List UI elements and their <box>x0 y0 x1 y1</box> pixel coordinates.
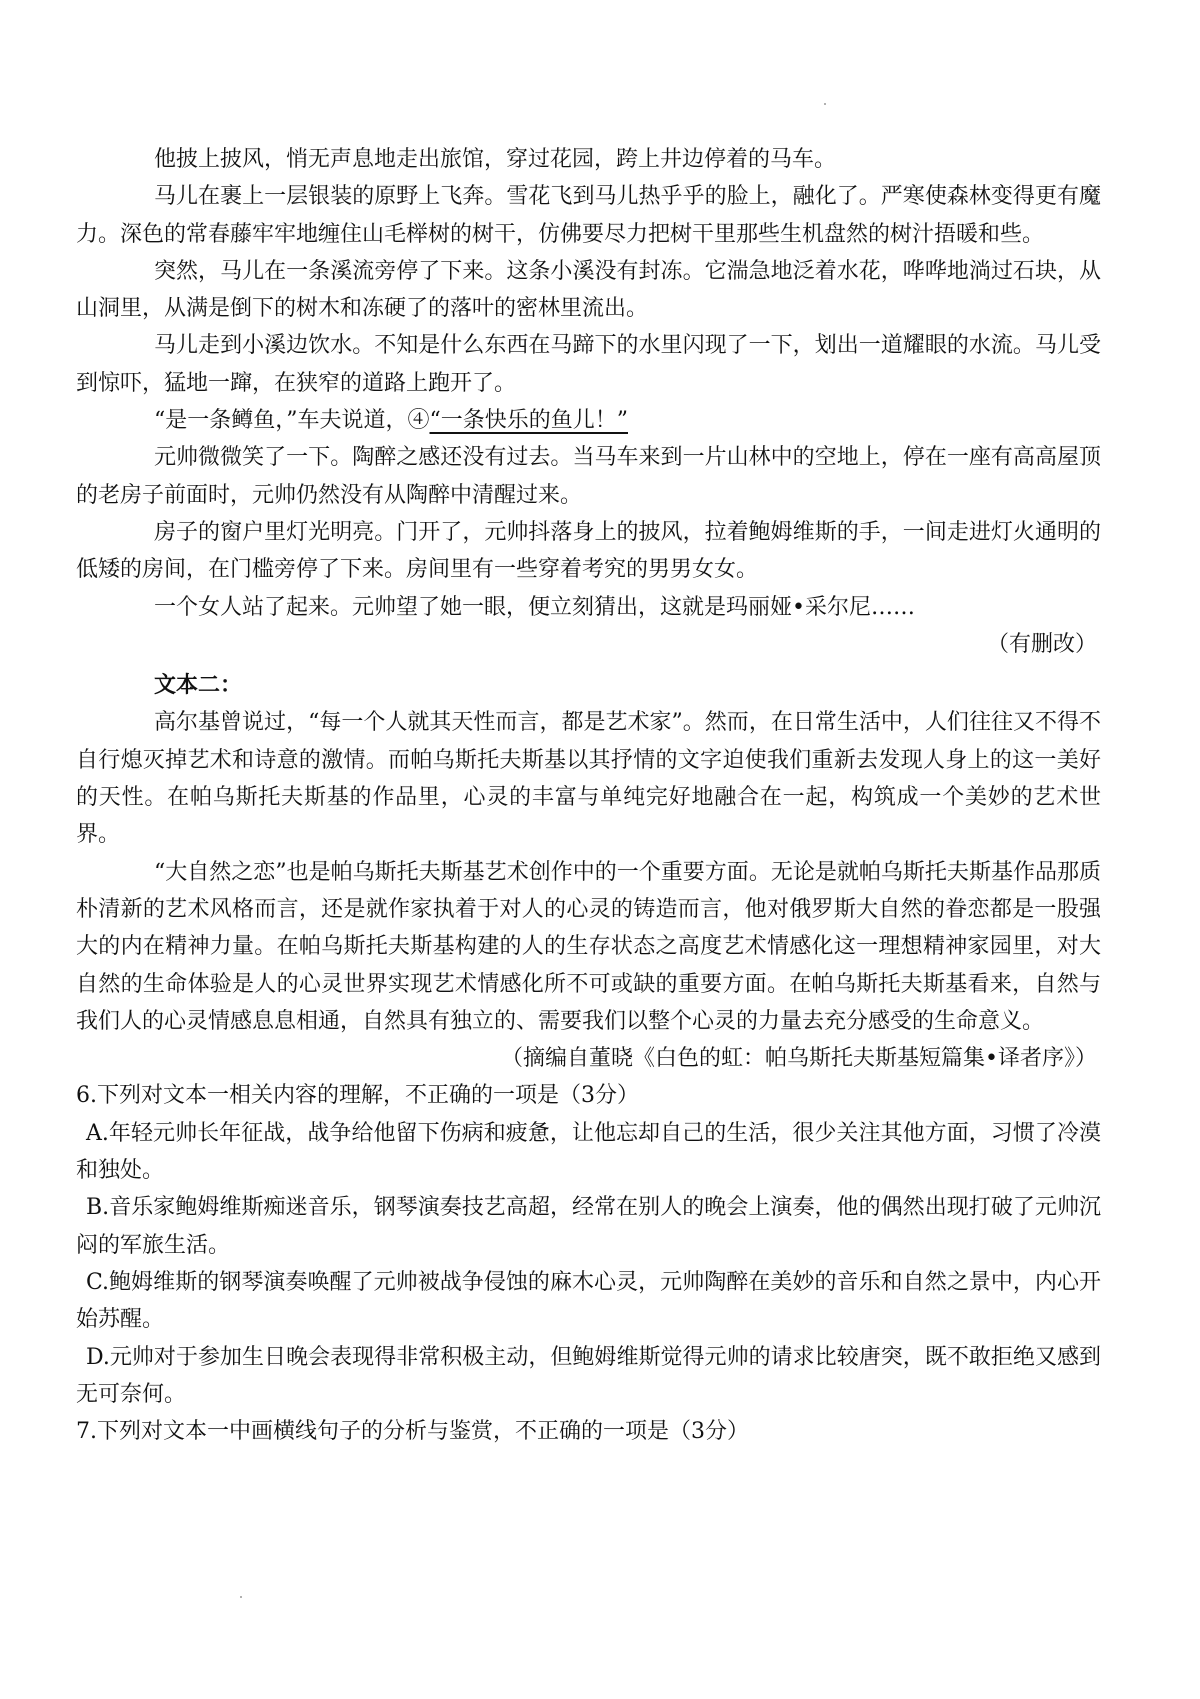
paragraph: 一个女人站了起来。元帅望了她一眼，便立刻猜出，这就是玛丽娅•采尔尼…… <box>154 594 915 620</box>
text-two <box>76 667 1101 1077</box>
option-b: B.音乐家鲍姆维斯痴迷音乐，钢琴演奏技艺高超，经常在别人的晚会上演奏，他的偶然出现打破了元帅沉闷的军旅生活。 <box>76 1195 1101 1258</box>
paragraph: 高尔基曾说过，“每一个人就其天性而言，都是艺术家”。然而，在日常生活中，人们往往又不得不自行熄灭掉艺术和诗意的激情。而帕乌斯托夫斯基以其抒情的文字迫使我们重新去发现人身上的这一美好的天性。在帕乌斯托夫斯基的作品里，心灵的丰富与单纯完好地融合在一起，构筑成一个美妙的艺术世界。 <box>76 710 1101 848</box>
paragraph: 突然，马儿在一条溪流旁停了下来。这条小溪没有封冻。它湍急地泛着水花，哗哗地淌过石块，从山洞里，从满是倒下的树木和冻硬了的落叶的密林里流出。 <box>76 258 1101 322</box>
option-a: A.年轻元帅长年征战，战争给他留下伤病和疲惫，让他忘却自己的生活，很少关注其他方面，习惯了冷漠和独处。 <box>76 1120 1101 1184</box>
paragraph: “大自然之恋”也是帕乌斯托夫斯基艺术创作中的一个重要方面。无论是就帕乌斯托夫斯基作品那质朴清新的艺术风格而言，还是就作家执着于对人的心灵的铸造而言，他对俄罗斯大自然的眷恋都是一股强大的内在精神力量。在帕乌斯托夫斯基构建的人的生存状态之高度艺术情感化这一理想精神家园里，对大自然的生命体验是人的心灵世界实现艺术情感化所不可或缺的重要方面。在帕乌斯托夫斯基看来，自然与我们人的心灵情感息息相通，自然具有独立的、需要我们以整个心灵的力量去充分感受的生命意义。 <box>76 859 1101 1034</box>
question-stem: 6.下列对文本一相关内容的理解，不正确的一项是（3分） <box>76 1083 639 1109</box>
page-content <box>76 141 1101 1450</box>
scan-speck <box>824 103 826 105</box>
paragraph: 他披上披风，悄无声息地走出旅馆，穿过花园，跨上井边停着的马车。 <box>154 147 837 172</box>
source-citation: （摘编自董晓《白色的虹：帕乌斯托夫斯基短篇集•译者序》） <box>501 1046 1097 1072</box>
option-d: D.元帅对于参加生日晚会表现得非常积极主动，但鲍姆维斯觉得元帅的请求比较唐突，既不敢拒绝又感到无可奈何。 <box>76 1344 1101 1407</box>
dialogue-text: “是一条鳟鱼，”车夫说道，④ <box>154 408 430 434</box>
paragraph: 马儿走到小溪边饮水。不知是什么东西在马蹄下的水里闪现了一下，划出一道耀眼的水流。马儿受到惊吓，猛地一蹿，在狭窄的道路上跑开了。 <box>76 333 1101 396</box>
paragraph: 马儿在裹上一层银装的原野上飞奔。雪花飞到马儿热乎乎的脸上，融化了。严寒使森林变得更有魔力。深色的常春藤牢牢地缠住山毛榉树的树干，仿佛要尽力把树干里那些生机盘然的树汁捂暖和些。 <box>76 184 1101 247</box>
paragraph: 元帅微微笑了一下。陶醉之感还没有过去。当马车来到一片山林中的空地上，停在一座有高高屋顶的老房子前面时，元帅仍然没有从陶醉中清醒过来。 <box>76 445 1101 508</box>
paragraph: 房子的窗户里灯光明亮。门开了，元帅抖落身上的披风，拉着鲍姆维斯的手，一间走进灯火通明的低矮的房间，在门槛旁停了下来。房间里有一些穿着考究的男男女女。 <box>76 519 1101 583</box>
option-c: C.鲍姆维斯的钢琴演奏唤醒了元帅被战争侵蚀的麻木心灵，元帅陶醉在美妙的音乐和自然之景中，内心开始苏醒。 <box>76 1269 1101 1333</box>
edit-note: （有删改） <box>986 631 1097 657</box>
section-heading: 文本二： <box>154 673 243 699</box>
question-6 <box>76 1077 1101 1413</box>
dialogue-paragraph <box>76 402 1101 439</box>
underlined-sentence: “一条快乐的鱼儿！” <box>429 408 628 434</box>
text-one-excerpt <box>76 141 1101 663</box>
scan-speck <box>240 1596 242 1598</box>
question-7 <box>76 1413 1101 1450</box>
question-stem: 7.下列对文本一中画横线句子的分析与鉴赏，不正确的一项是（3分） <box>76 1419 749 1445</box>
